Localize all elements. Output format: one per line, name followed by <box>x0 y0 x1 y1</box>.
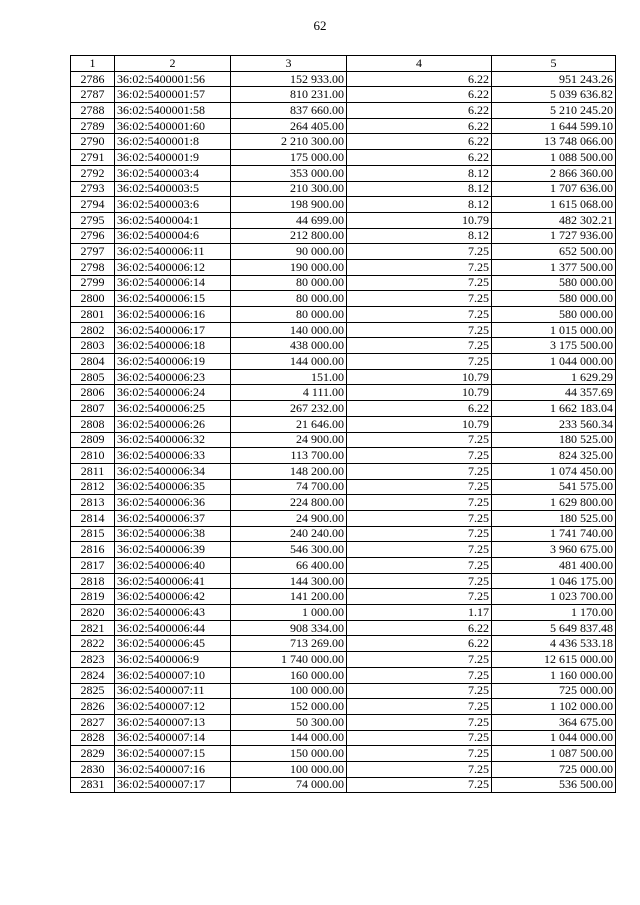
value-cell: 364 675.00 <box>492 714 616 730</box>
row-number-cell: 2805 <box>71 369 115 385</box>
row-number-cell: 2829 <box>71 746 115 762</box>
rate-cell: 7.25 <box>347 244 492 260</box>
rate-cell: 7.25 <box>347 573 492 589</box>
row-number-cell: 2817 <box>71 558 115 574</box>
cadastral-number-cell: 36:02:5400006:44 <box>115 620 231 636</box>
value-cell: 180 525.00 <box>492 432 616 448</box>
area-cell: 150 000.00 <box>231 746 347 762</box>
cadastral-number-cell: 36:02:5400001:57 <box>115 87 231 103</box>
value-cell: 1 087 500.00 <box>492 746 616 762</box>
area-cell: 44 699.00 <box>231 212 347 228</box>
table-row <box>71 636 616 652</box>
cadastral-number-cell: 36:02:5400006:37 <box>115 510 231 526</box>
table-row <box>71 228 616 244</box>
rate-cell: 7.25 <box>347 354 492 370</box>
table-row <box>71 777 616 793</box>
value-cell: 1 088 500.00 <box>492 150 616 166</box>
cadastral-number-cell: 36:02:5400004:6 <box>115 228 231 244</box>
rate-cell: 7.25 <box>347 777 492 793</box>
rate-cell: 7.25 <box>347 714 492 730</box>
row-number-cell: 2788 <box>71 103 115 119</box>
cadastral-number-cell: 36:02:5400006:9 <box>115 652 231 668</box>
row-number-cell: 2821 <box>71 620 115 636</box>
value-cell: 1 727 936.00 <box>492 228 616 244</box>
rate-cell: 7.25 <box>347 322 492 338</box>
table-row <box>71 401 616 417</box>
cadastral-number-cell: 36:02:5400006:23 <box>115 369 231 385</box>
area-cell: 198 900.00 <box>231 197 347 213</box>
rate-cell: 7.25 <box>347 683 492 699</box>
cadastral-number-cell: 36:02:5400006:40 <box>115 558 231 574</box>
row-number-cell: 2831 <box>71 777 115 793</box>
row-number-cell: 2823 <box>71 652 115 668</box>
area-cell: 24 900.00 <box>231 432 347 448</box>
value-cell: 824 325.00 <box>492 448 616 464</box>
cadastral-number-cell: 36:02:5400007:16 <box>115 761 231 777</box>
area-cell: 175 000.00 <box>231 150 347 166</box>
column-header-3: 3 <box>231 56 347 72</box>
value-cell: 1 102 000.00 <box>492 699 616 715</box>
rate-cell: 7.25 <box>347 307 492 323</box>
value-cell: 3 175 500.00 <box>492 338 616 354</box>
header-row <box>71 56 616 72</box>
rate-cell: 7.25 <box>347 526 492 542</box>
area-cell: 210 300.00 <box>231 181 347 197</box>
value-cell: 1 160 000.00 <box>492 667 616 683</box>
table-row <box>71 307 616 323</box>
table-row <box>71 620 616 636</box>
row-number-cell: 2801 <box>71 307 115 323</box>
area-cell: 2 210 300.00 <box>231 134 347 150</box>
cadastral-table <box>70 55 616 793</box>
column-header-5: 5 <box>492 56 616 72</box>
row-number-cell: 2795 <box>71 212 115 228</box>
cadastral-number-cell: 36:02:5400006:19 <box>115 354 231 370</box>
row-number-cell: 2818 <box>71 573 115 589</box>
row-number-cell: 2800 <box>71 291 115 307</box>
value-cell: 1 170.00 <box>492 605 616 621</box>
table-row <box>71 165 616 181</box>
rate-cell: 10.79 <box>347 369 492 385</box>
area-cell: 353 000.00 <box>231 165 347 181</box>
rate-cell: 6.22 <box>347 87 492 103</box>
value-cell: 180 525.00 <box>492 510 616 526</box>
cadastral-number-cell: 36:02:5400003:5 <box>115 181 231 197</box>
row-number-cell: 2820 <box>71 605 115 621</box>
area-cell: 148 200.00 <box>231 463 347 479</box>
cadastral-number-cell: 36:02:5400007:14 <box>115 730 231 746</box>
area-cell: 24 900.00 <box>231 510 347 526</box>
value-cell: 5 210 245.20 <box>492 103 616 119</box>
value-cell: 3 960 675.00 <box>492 542 616 558</box>
cadastral-number-cell: 36:02:5400006:45 <box>115 636 231 652</box>
row-number-cell: 2802 <box>71 322 115 338</box>
value-cell: 481 400.00 <box>492 558 616 574</box>
area-cell: 144 300.00 <box>231 573 347 589</box>
value-cell: 1 629 800.00 <box>492 495 616 511</box>
rate-cell: 7.25 <box>347 275 492 291</box>
area-cell: 90 000.00 <box>231 244 347 260</box>
table-row <box>71 605 616 621</box>
row-number-cell: 2803 <box>71 338 115 354</box>
table-row <box>71 118 616 134</box>
rate-cell: 7.25 <box>347 652 492 668</box>
row-number-cell: 2799 <box>71 275 115 291</box>
cadastral-number-cell: 36:02:5400007:17 <box>115 777 231 793</box>
table-row <box>71 432 616 448</box>
value-cell: 1 662 183.04 <box>492 401 616 417</box>
area-cell: 74 700.00 <box>231 479 347 495</box>
cadastral-number-cell: 36:02:5400006:17 <box>115 322 231 338</box>
cadastral-number-cell: 36:02:5400007:10 <box>115 667 231 683</box>
area-cell: 21 646.00 <box>231 416 347 432</box>
value-cell: 233 560.34 <box>492 416 616 432</box>
value-cell: 1 044 000.00 <box>492 354 616 370</box>
row-number-cell: 2811 <box>71 463 115 479</box>
value-cell: 44 357.69 <box>492 385 616 401</box>
cadastral-number-cell: 36:02:5400006:25 <box>115 401 231 417</box>
cadastral-number-cell: 36:02:5400001:56 <box>115 71 231 87</box>
cadastral-number-cell: 36:02:5400006:36 <box>115 495 231 511</box>
table-row <box>71 275 616 291</box>
table-row <box>71 103 616 119</box>
table-row <box>71 652 616 668</box>
value-cell: 725 000.00 <box>492 761 616 777</box>
value-cell: 580 000.00 <box>492 307 616 323</box>
cadastral-number-cell: 36:02:5400006:11 <box>115 244 231 260</box>
value-cell: 1 023 700.00 <box>492 589 616 605</box>
value-cell: 1 015 000.00 <box>492 322 616 338</box>
table-row <box>71 714 616 730</box>
rate-cell: 6.22 <box>347 71 492 87</box>
value-cell: 1 615 068.00 <box>492 197 616 213</box>
cadastral-number-cell: 36:02:5400006:16 <box>115 307 231 323</box>
rate-cell: 7.25 <box>347 667 492 683</box>
area-cell: 141 200.00 <box>231 589 347 605</box>
area-cell: 144 000.00 <box>231 354 347 370</box>
rate-cell: 7.25 <box>347 730 492 746</box>
rate-cell: 7.25 <box>347 495 492 511</box>
rate-cell: 10.79 <box>347 385 492 401</box>
cadastral-number-cell: 36:02:5400006:39 <box>115 542 231 558</box>
area-cell: 144 000.00 <box>231 730 347 746</box>
row-number-cell: 2793 <box>71 181 115 197</box>
row-number-cell: 2807 <box>71 401 115 417</box>
row-number-cell: 2791 <box>71 150 115 166</box>
cadastral-number-cell: 36:02:5400006:15 <box>115 291 231 307</box>
area-cell: 80 000.00 <box>231 275 347 291</box>
row-number-cell: 2794 <box>71 197 115 213</box>
column-header-4: 4 <box>347 56 492 72</box>
row-number-cell: 2806 <box>71 385 115 401</box>
table-row <box>71 495 616 511</box>
cadastral-number-cell: 36:02:5400003:4 <box>115 165 231 181</box>
cadastral-number-cell: 36:02:5400007:13 <box>115 714 231 730</box>
row-number-cell: 2825 <box>71 683 115 699</box>
table-row <box>71 683 616 699</box>
rate-cell: 6.22 <box>347 134 492 150</box>
row-number-cell: 2786 <box>71 71 115 87</box>
table-row <box>71 244 616 260</box>
cadastral-number-cell: 36:02:5400001:8 <box>115 134 231 150</box>
table-row <box>71 746 616 762</box>
row-number-cell: 2812 <box>71 479 115 495</box>
table-row <box>71 197 616 213</box>
table-row <box>71 71 616 87</box>
value-cell: 5 039 636.82 <box>492 87 616 103</box>
rate-cell: 6.22 <box>347 150 492 166</box>
value-cell: 1 741 740.00 <box>492 526 616 542</box>
area-cell: 546 300.00 <box>231 542 347 558</box>
rate-cell: 7.25 <box>347 432 492 448</box>
cadastral-number-cell: 36:02:5400007:12 <box>115 699 231 715</box>
table-row <box>71 181 616 197</box>
table-row <box>71 259 616 275</box>
rate-cell: 7.25 <box>347 510 492 526</box>
row-number-cell: 2822 <box>71 636 115 652</box>
cadastral-number-cell: 36:02:5400006:14 <box>115 275 231 291</box>
rate-cell: 7.25 <box>347 746 492 762</box>
value-cell: 536 500.00 <box>492 777 616 793</box>
row-number-cell: 2790 <box>71 134 115 150</box>
cadastral-number-cell: 36:02:5400006:42 <box>115 589 231 605</box>
row-number-cell: 2828 <box>71 730 115 746</box>
area-cell: 100 000.00 <box>231 761 347 777</box>
value-cell: 2 866 360.00 <box>492 165 616 181</box>
value-cell: 13 748 066.00 <box>492 134 616 150</box>
rate-cell: 8.12 <box>347 197 492 213</box>
row-number-cell: 2804 <box>71 354 115 370</box>
rate-cell: 7.25 <box>347 761 492 777</box>
cadastral-number-cell: 36:02:5400006:43 <box>115 605 231 621</box>
value-cell: 12 615 000.00 <box>492 652 616 668</box>
rate-cell: 7.25 <box>347 291 492 307</box>
area-cell: 212 800.00 <box>231 228 347 244</box>
area-cell: 113 700.00 <box>231 448 347 464</box>
table-row <box>71 416 616 432</box>
table-row <box>71 354 616 370</box>
row-number-cell: 2815 <box>71 526 115 542</box>
value-cell: 951 243.26 <box>492 71 616 87</box>
row-number-cell: 2787 <box>71 87 115 103</box>
cadastral-number-cell: 36:02:5400001:58 <box>115 103 231 119</box>
table-row <box>71 667 616 683</box>
cadastral-number-cell: 36:02:5400006:18 <box>115 338 231 354</box>
value-cell: 1 046 175.00 <box>492 573 616 589</box>
rate-cell: 6.22 <box>347 636 492 652</box>
area-cell: 713 269.00 <box>231 636 347 652</box>
table-row <box>71 730 616 746</box>
rate-cell: 10.79 <box>347 416 492 432</box>
area-cell: 160 000.00 <box>231 667 347 683</box>
table-row <box>71 134 616 150</box>
table-row <box>71 589 616 605</box>
cadastral-number-cell: 36:02:5400006:34 <box>115 463 231 479</box>
area-cell: 267 232.00 <box>231 401 347 417</box>
row-number-cell: 2809 <box>71 432 115 448</box>
row-number-cell: 2797 <box>71 244 115 260</box>
area-cell: 151.00 <box>231 369 347 385</box>
row-number-cell: 2798 <box>71 259 115 275</box>
table-row <box>71 761 616 777</box>
area-cell: 810 231.00 <box>231 87 347 103</box>
table-row <box>71 510 616 526</box>
area-cell: 1 740 000.00 <box>231 652 347 668</box>
area-cell: 1 000.00 <box>231 605 347 621</box>
area-cell: 80 000.00 <box>231 291 347 307</box>
cadastral-number-cell: 36:02:5400006:33 <box>115 448 231 464</box>
row-number-cell: 2819 <box>71 589 115 605</box>
value-cell: 580 000.00 <box>492 275 616 291</box>
rate-cell: 1.17 <box>347 605 492 621</box>
row-number-cell: 2814 <box>71 510 115 526</box>
rate-cell: 6.22 <box>347 401 492 417</box>
area-cell: 190 000.00 <box>231 259 347 275</box>
rate-cell: 8.12 <box>347 181 492 197</box>
area-cell: 4 111.00 <box>231 385 347 401</box>
table-row <box>71 558 616 574</box>
table-row <box>71 542 616 558</box>
table-header <box>71 56 616 72</box>
area-cell: 837 660.00 <box>231 103 347 119</box>
table-row <box>71 150 616 166</box>
table-row <box>71 526 616 542</box>
table-row <box>71 699 616 715</box>
table-row <box>71 479 616 495</box>
rate-cell: 8.12 <box>347 165 492 181</box>
row-number-cell: 2816 <box>71 542 115 558</box>
rate-cell: 7.25 <box>347 463 492 479</box>
column-header-2: 2 <box>115 56 231 72</box>
area-cell: 50 300.00 <box>231 714 347 730</box>
value-cell: 5 649 837.48 <box>492 620 616 636</box>
table-row <box>71 212 616 228</box>
rate-cell: 6.22 <box>347 103 492 119</box>
page-number: 62 <box>313 18 327 33</box>
rate-cell: 7.25 <box>347 589 492 605</box>
cadastral-number-cell: 36:02:5400006:35 <box>115 479 231 495</box>
value-cell: 652 500.00 <box>492 244 616 260</box>
rate-cell: 7.25 <box>347 558 492 574</box>
area-cell: 100 000.00 <box>231 683 347 699</box>
value-cell: 1 629.29 <box>492 369 616 385</box>
cadastral-number-cell: 36:02:5400006:12 <box>115 259 231 275</box>
row-number-cell: 2830 <box>71 761 115 777</box>
row-number-cell: 2826 <box>71 699 115 715</box>
area-cell: 80 000.00 <box>231 307 347 323</box>
area-cell: 66 400.00 <box>231 558 347 574</box>
cadastral-number-cell: 36:02:5400003:6 <box>115 197 231 213</box>
rate-cell: 6.22 <box>347 620 492 636</box>
row-number-cell: 2792 <box>71 165 115 181</box>
table-row <box>71 322 616 338</box>
table-row <box>71 448 616 464</box>
rate-cell: 7.25 <box>347 338 492 354</box>
table-row <box>71 87 616 103</box>
rate-cell: 10.79 <box>347 212 492 228</box>
row-number-cell: 2824 <box>71 667 115 683</box>
rate-cell: 7.25 <box>347 699 492 715</box>
row-number-cell: 2796 <box>71 228 115 244</box>
row-number-cell: 2789 <box>71 118 115 134</box>
cadastral-number-cell: 36:02:5400006:26 <box>115 416 231 432</box>
table-row <box>71 463 616 479</box>
row-number-cell: 2808 <box>71 416 115 432</box>
row-number-cell: 2813 <box>71 495 115 511</box>
area-cell: 74 000.00 <box>231 777 347 793</box>
cadastral-number-cell: 36:02:5400001:60 <box>115 118 231 134</box>
cadastral-number-cell: 36:02:5400006:41 <box>115 573 231 589</box>
cadastral-number-cell: 36:02:5400006:24 <box>115 385 231 401</box>
rate-cell: 7.25 <box>347 259 492 275</box>
table-row <box>71 338 616 354</box>
table-body <box>71 71 616 793</box>
area-cell: 152 933.00 <box>231 71 347 87</box>
area-cell: 224 800.00 <box>231 495 347 511</box>
area-cell: 240 240.00 <box>231 526 347 542</box>
cadastral-number-cell: 36:02:5400007:15 <box>115 746 231 762</box>
table-row <box>71 385 616 401</box>
row-number-cell: 2827 <box>71 714 115 730</box>
value-cell: 1 644 599.10 <box>492 118 616 134</box>
area-cell: 152 000.00 <box>231 699 347 715</box>
cadastral-number-cell: 36:02:5400006:32 <box>115 432 231 448</box>
rate-cell: 7.25 <box>347 448 492 464</box>
rate-cell: 7.25 <box>347 479 492 495</box>
area-cell: 438 000.00 <box>231 338 347 354</box>
value-cell: 4 436 533.18 <box>492 636 616 652</box>
value-cell: 482 302.21 <box>492 212 616 228</box>
table-row <box>71 291 616 307</box>
area-cell: 140 000.00 <box>231 322 347 338</box>
cadastral-number-cell: 36:02:5400006:38 <box>115 526 231 542</box>
table-row <box>71 573 616 589</box>
value-cell: 1 044 000.00 <box>492 730 616 746</box>
area-cell: 908 334.00 <box>231 620 347 636</box>
cadastral-number-cell: 36:02:5400007:11 <box>115 683 231 699</box>
table-row <box>71 369 616 385</box>
value-cell: 580 000.00 <box>492 291 616 307</box>
column-header-1: 1 <box>71 56 115 72</box>
rate-cell: 8.12 <box>347 228 492 244</box>
value-cell: 1 377 500.00 <box>492 259 616 275</box>
value-cell: 1 074 450.00 <box>492 463 616 479</box>
rate-cell: 6.22 <box>347 118 492 134</box>
value-cell: 1 707 636.00 <box>492 181 616 197</box>
rate-cell: 7.25 <box>347 542 492 558</box>
value-cell: 541 575.00 <box>492 479 616 495</box>
area-cell: 264 405.00 <box>231 118 347 134</box>
value-cell: 725 000.00 <box>492 683 616 699</box>
cadastral-number-cell: 36:02:5400004:1 <box>115 212 231 228</box>
cadastral-number-cell: 36:02:5400001:9 <box>115 150 231 166</box>
row-number-cell: 2810 <box>71 448 115 464</box>
